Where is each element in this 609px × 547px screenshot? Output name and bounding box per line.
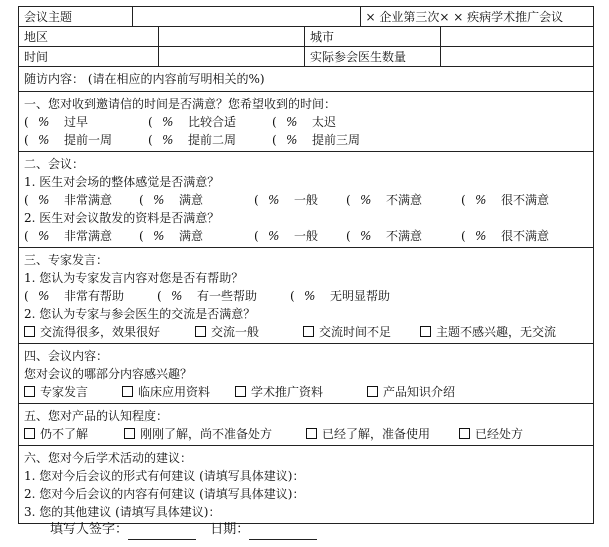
date-field[interactable]	[249, 524, 317, 540]
question-helpfulness: 1. 您认为专家发言内容对您是否有帮助？	[24, 271, 244, 285]
time-label: 时间	[19, 47, 159, 66]
date-label: 日期：	[210, 522, 250, 537]
survey-form	[18, 6, 594, 524]
doctors-label: 实际参会医生数量	[305, 47, 441, 66]
checkbox-icon	[420, 326, 431, 337]
theme-blank[interactable]	[133, 7, 361, 26]
theme-value: × 企业第三次× × 疾病学术推广会议	[365, 10, 564, 24]
intro-section	[18, 67, 594, 92]
option-somewhat-helpful[interactable]: ( % 有一些帮助	[157, 289, 258, 303]
checkbox-product-knowledge[interactable]: 产品知识介绍	[367, 383, 455, 401]
checkbox-row	[24, 323, 589, 341]
section-title: 二、会议：	[24, 157, 85, 171]
option-row	[24, 191, 589, 209]
time-row	[18, 47, 594, 67]
question-interest: 您对会议的哪部分内容感兴趣？	[24, 367, 193, 381]
option-satisfied[interactable]: ( % 满意	[139, 193, 204, 207]
option-very-satisfied[interactable]: ( % 非常满意	[24, 193, 113, 207]
option-two-weeks[interactable]: ( % 提前二周	[148, 133, 237, 147]
option-row	[24, 131, 589, 149]
question-venue: 1. 医生对会场的整体感觉是否满意？	[24, 175, 220, 189]
checkbox-no-interest[interactable]: 主题不感兴趣，无交流	[420, 323, 556, 341]
checkbox-icon	[122, 386, 133, 397]
region-field[interactable]	[159, 27, 305, 46]
checkbox-academic-materials[interactable]: 学术推广资料	[235, 383, 367, 401]
checkbox-prescribed[interactable]: 已经处方	[459, 425, 523, 443]
checkbox-row	[24, 425, 589, 443]
question-materials: 2. 医生对会议散发的资料是否满意？	[24, 211, 220, 225]
checkbox-icon	[367, 386, 378, 397]
checkbox-much-communication[interactable]: 交流得很多，效果很好	[24, 323, 195, 341]
option-one-week[interactable]: ( % 提前一周	[24, 133, 113, 147]
checkbox-icon	[24, 428, 35, 439]
checkbox-icon	[459, 428, 470, 439]
option-very-satisfied[interactable]: ( % 非常满意	[24, 229, 113, 243]
region-row	[18, 27, 594, 47]
city-label: 城市	[305, 27, 441, 46]
signature-line	[50, 518, 317, 540]
section-title: 六、您对今后学术活动的建议：	[24, 451, 193, 465]
checkbox-not-understood[interactable]: 仍不了解	[24, 425, 124, 443]
section-title: 一、您对收到邀请信的时间是否满意？您希望收到的时间：	[24, 97, 337, 111]
option-very-helpful[interactable]: ( % 非常有帮助	[24, 289, 125, 303]
signer-field[interactable]	[128, 524, 196, 540]
option-very-unsatisfied[interactable]: ( % 很不满意	[461, 193, 550, 207]
section-title: 三、专家发言：	[24, 253, 109, 267]
time-field[interactable]	[159, 47, 305, 66]
option-row	[24, 113, 589, 131]
suggestion-format[interactable]: 1. 您对今后会议的形式有何建议 (请填写具体建议)：	[24, 469, 305, 483]
section-meeting-content	[18, 344, 594, 404]
checkbox-icon	[195, 326, 206, 337]
option-suitable[interactable]: ( % 比较合适	[148, 115, 237, 129]
option-average[interactable]: ( % 一般	[254, 229, 319, 243]
intro-text: 随访内容： (请在相应的内容前写明相关的%)	[24, 72, 265, 86]
option-satisfied[interactable]: ( % 满意	[139, 229, 204, 243]
section-product-awareness	[18, 404, 594, 446]
theme-label: 会议主题	[19, 7, 133, 26]
checkbox-icon	[124, 428, 135, 439]
suggestion-other[interactable]: 3. 您的其他建议 (请填写具体建议)：	[24, 505, 221, 519]
section-title: 四、会议内容：	[24, 349, 109, 363]
signer-label: 填写人签字：	[50, 522, 129, 537]
city-field[interactable]	[441, 27, 593, 46]
option-late[interactable]: ( % 太迟	[272, 115, 337, 129]
section-invitation-time	[18, 92, 594, 152]
checkbox-clinical-materials[interactable]: 临床应用资料	[122, 383, 235, 401]
checkbox-time-insufficient[interactable]: 交流时间不足	[303, 323, 420, 341]
question-communication: 2. 您认为专家与参会医生的交流是否满意？	[24, 307, 256, 321]
checkbox-icon	[303, 326, 314, 337]
region-label: 地区	[19, 27, 159, 46]
option-not-helpful[interactable]: ( % 无明显帮助	[290, 289, 391, 303]
checkbox-icon	[24, 386, 35, 397]
checkbox-expert-speech[interactable]: 专家发言	[24, 383, 122, 401]
option-average[interactable]: ( % 一般	[254, 193, 319, 207]
checkbox-icon	[306, 428, 317, 439]
checkbox-icon	[24, 326, 35, 337]
option-row	[24, 227, 589, 245]
section-suggestions	[18, 446, 594, 524]
doctors-field[interactable]	[441, 47, 593, 66]
suggestion-content[interactable]: 2. 您对今后会议的内容有何建议 (请填写具体建议)：	[24, 487, 305, 501]
option-early[interactable]: ( % 过早	[24, 115, 89, 129]
section-meeting	[18, 152, 594, 248]
section-expert-speech	[18, 248, 594, 344]
checkbox-icon	[235, 386, 246, 397]
checkbox-ready-to-use[interactable]: 已经了解，准备使用	[306, 425, 459, 443]
checkbox-average-communication[interactable]: 交流一般	[195, 323, 303, 341]
theme-row	[18, 7, 594, 27]
checkbox-just-learned[interactable]: 刚刚了解，尚不准备处方	[124, 425, 306, 443]
option-row	[24, 287, 589, 305]
option-unsatisfied[interactable]: ( % 不满意	[346, 193, 423, 207]
section-title: 五、您对产品的认知程度：	[24, 409, 169, 423]
option-very-unsatisfied[interactable]: ( % 很不满意	[461, 229, 550, 243]
option-unsatisfied[interactable]: ( % 不满意	[346, 229, 423, 243]
option-three-weeks[interactable]: ( % 提前三周	[272, 133, 361, 147]
checkbox-row	[24, 383, 589, 401]
